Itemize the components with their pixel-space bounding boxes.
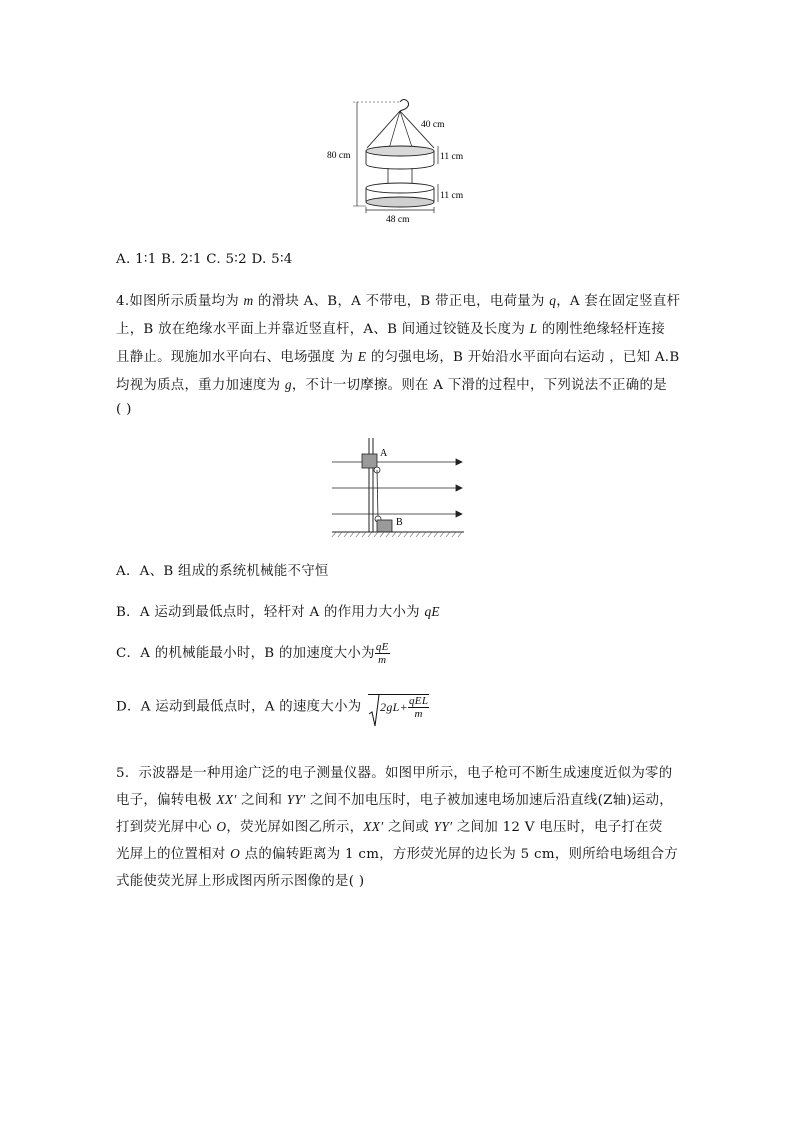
label-80cm: 80 cm — [327, 151, 351, 161]
q4-line5: ( ) — [116, 402, 132, 417]
label-48cm: 48 cm — [386, 215, 410, 225]
q4-option-b: B．A 运动到最低点时，轻杆对 A 的作用力大小为 qE — [116, 604, 440, 620]
q4-line1: 4.如图所示质量均为 m 的滑块 A、B，A 不带电，B 带正电，电荷量为 q，A 套在固定竖直杆 — [116, 293, 681, 309]
label-40cm: 40 cm — [421, 120, 445, 130]
basket-figure — [326, 96, 486, 228]
q4-line3: 且静止。现施加水平向右、电场强度 为 E 的匀强电场，B 开始沿水平面向右运动 ，已知 A.B — [116, 349, 680, 365]
label-B: B — [396, 517, 403, 528]
fraction-qE-m: $\frac{qE}{m}$ — [375, 641, 389, 666]
slider-figure — [330, 436, 466, 540]
q5-line3: 打到荧光屏中心 O，荧光屏如图乙所示，XX′ 之间或 YY′ 之间加 12 V 电压时，电子打在荧 — [116, 819, 663, 835]
q3-options: A. 1∶1 B. 2∶1 C. 5∶2 D. 5∶4 — [116, 252, 293, 267]
label-A: A — [380, 448, 388, 459]
q5-line5: 式能使荧光屏上形成图丙所示图像的是( ) — [116, 874, 365, 889]
label-11cm-a: 11 cm — [440, 152, 464, 162]
q4-line2: 上，B 放在绝缘水平面上并靠近竖直杆，A、B 间通过铰链及长度为 L 的刚性绝缘轻杆连接 — [116, 321, 666, 337]
q5-line4: 光屏上的位置相对 O 点的偏转距离为 1 cm，方形荧光屏的边长为 5 cm，则所给电场组合方 — [116, 846, 679, 862]
q4-option-a: A．A、B 组成的系统机械能不守恒 — [116, 564, 329, 579]
q5-line1: 5．示波器是一种用途广泛的电子测量仪器。如图甲所示，电子枪可不断生成速度近似为零的 — [116, 766, 673, 781]
q4-option-d: D．A 运动到最低点时，A 的速度大小为 2gL+ $\frac{\text{qEL}}{m}$ — [116, 694, 429, 720]
q5-line2: 电子，偏转电极 XX′ 之间和 YY′ 之间不加电压时，电子被加速电场加速后沿直线(Z轴)运动， — [116, 792, 673, 808]
q4-option-c: C．A 的机械能最小时，B 的加速度大小为 $\frac{qE}{m}$ — [116, 641, 389, 666]
q4-line4: 均视为质点，重力加速度为 g，不计一切摩擦。则在 A 下滑的过程中，下列说法不正确的是 — [116, 377, 667, 393]
sqrt-expression: 2gL+ $\frac{\text{qEL}}{m}$ — [368, 694, 429, 720]
label-11cm-b: 11 cm — [440, 191, 464, 201]
